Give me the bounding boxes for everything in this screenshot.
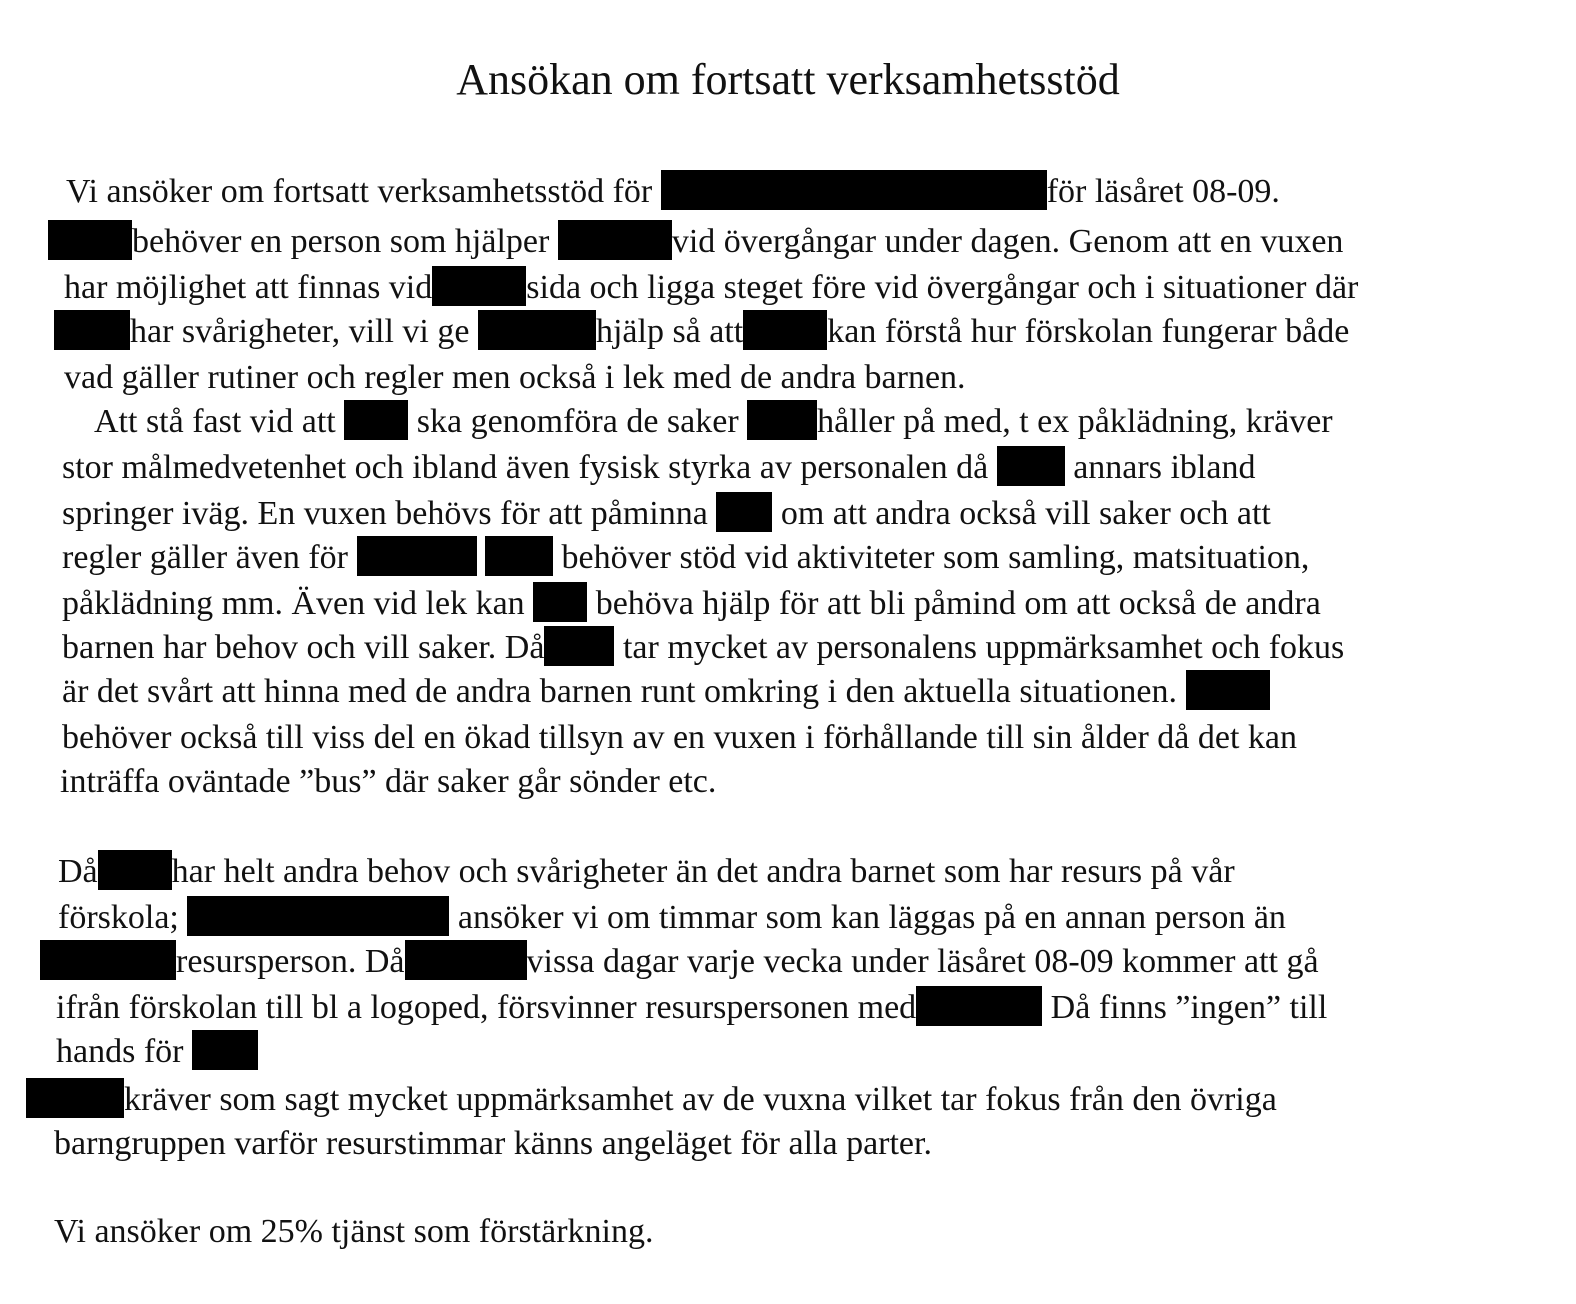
text-segment: har helt andra behov och svårigheter än det andra barnet som har resurs på vår — [171, 853, 1235, 890]
redaction-block — [661, 170, 1047, 210]
document-title: Ansökan om fortsatt verksamhetsstöd — [456, 55, 1120, 104]
text-segment: barnen har behov och vill saker. Då — [62, 629, 545, 666]
text-line — [62, 492, 1271, 536]
redaction-block — [48, 220, 132, 260]
text-segment: är det svårt att hinna med de andra barnen runt omkring i den aktuella situationen. — [62, 673, 1186, 710]
text-line — [54, 1210, 653, 1254]
text-line — [62, 626, 1344, 670]
redaction-block — [478, 310, 596, 350]
text-segment: behöva hjälp för att bli påmind om att också de andra — [587, 585, 1321, 622]
text-segment: Vi ansöker om 25% tjänst som förstärkning. — [54, 1213, 654, 1250]
text-line — [26, 1078, 1277, 1122]
redaction-block — [187, 896, 449, 936]
text-line — [64, 266, 1358, 310]
text-segment: hjälp så att — [595, 313, 744, 350]
redaction-block — [747, 400, 817, 440]
text-segment: påklädning mm. Även vid lek kan — [62, 585, 534, 622]
text-segment: annars ibland — [1064, 449, 1256, 486]
text-line — [62, 536, 1309, 580]
redaction-block — [533, 582, 587, 622]
text-line — [56, 1030, 258, 1074]
text-segment: Att stå fast vid att — [94, 403, 345, 440]
text-segment: behöver en person som hjälper — [132, 223, 558, 260]
text-segment: Då finns ”ingen” till — [1042, 989, 1328, 1026]
redaction-block — [743, 310, 827, 350]
text-segment: ifrån förskolan till bl a logoped, försvinner resurspersonen med — [56, 989, 917, 1026]
text-line — [40, 940, 1319, 984]
redaction-block — [54, 310, 130, 350]
redaction-block — [716, 492, 772, 532]
text-line — [54, 1122, 932, 1166]
text-line — [64, 356, 966, 400]
redaction-block — [192, 1030, 258, 1070]
text-segment: om att andra också vill saker och att — [772, 495, 1271, 532]
redaction-block — [98, 850, 172, 890]
text-segment: Vi ansöker om fortsatt verksamhetsstöd för — [66, 173, 661, 210]
text-segment: barngruppen varför resurstimmar känns angeläget för alla parter. — [54, 1125, 932, 1162]
text-line — [58, 896, 1286, 940]
redaction-block — [544, 626, 614, 666]
text-segment: ska genomföra de saker — [408, 403, 748, 440]
text-line — [66, 170, 1280, 214]
text-segment: har svårigheter, vill vi ge — [130, 313, 478, 350]
text-line — [62, 716, 1297, 760]
redaction-block — [26, 1078, 124, 1118]
text-segment: behöver också till viss del en ökad tillsyn av en vuxen i förhållande till sin ålder då det kan — [62, 719, 1298, 756]
text-segment: ansöker vi om timmar som kan läggas på en annan person än — [449, 899, 1286, 936]
text-line — [48, 220, 1343, 264]
text-line — [94, 400, 1333, 444]
text-line — [62, 670, 1270, 714]
text-segment: hands för — [56, 1033, 192, 1070]
text-line — [58, 850, 1235, 894]
text-segment: inträffa oväntade ”bus” där saker går sönder etc. — [60, 763, 717, 800]
text-segment: resursperson. Då — [176, 943, 405, 980]
text-segment: vissa dagar varje vecka under läsåret 08-09 kommer att gå — [526, 943, 1319, 980]
text-segment: tar mycket av personalens uppmärksamhet och fokus — [614, 629, 1345, 666]
redaction-block — [432, 266, 526, 306]
text-line — [62, 582, 1321, 626]
text-segment: har möjlighet att finnas vid — [64, 269, 433, 306]
redaction-block — [485, 536, 553, 576]
redaction-block — [405, 940, 527, 980]
text-segment: springer iväg. En vuxen behövs för att påminna — [62, 495, 717, 532]
text-segment — [477, 539, 486, 576]
text-segment: behöver stöd vid aktiviteter som samling, matsituation, — [553, 539, 1310, 576]
text-line — [54, 310, 1349, 354]
redaction-block — [916, 986, 1042, 1026]
text-segment: stor målmedvetenhet och ibland även fysisk styrka av personalen då — [62, 449, 997, 486]
text-segment: sida och ligga steget före vid övergångar och i situationer där — [526, 269, 1359, 306]
redaction-block — [40, 940, 176, 980]
text-segment: för läsåret 08-09. — [1046, 173, 1280, 210]
text-line — [60, 760, 716, 804]
text-segment: vad gäller rutiner och regler men också i lek med de andra barnen. — [64, 359, 966, 396]
text-segment: Då — [58, 853, 98, 890]
redaction-block — [357, 536, 477, 576]
text-segment: regler gäller även för — [62, 539, 357, 576]
text-line — [62, 446, 1255, 490]
redaction-block — [1186, 670, 1270, 710]
text-segment: kan förstå hur förskolan fungerar både — [827, 313, 1350, 350]
text-line — [56, 986, 1327, 1030]
text-segment: vid övergångar under dagen. Genom att en vuxen — [671, 223, 1344, 260]
redaction-block — [997, 446, 1065, 486]
text-segment: kräver som sagt mycket uppmärksamhet av de vuxna vilket tar fokus från den övriga — [124, 1081, 1277, 1118]
redaction-block — [344, 400, 408, 440]
text-segment: förskola; — [58, 899, 188, 936]
redaction-block — [558, 220, 672, 260]
text-segment: håller på med, t ex påklädning, kräver — [817, 403, 1333, 440]
